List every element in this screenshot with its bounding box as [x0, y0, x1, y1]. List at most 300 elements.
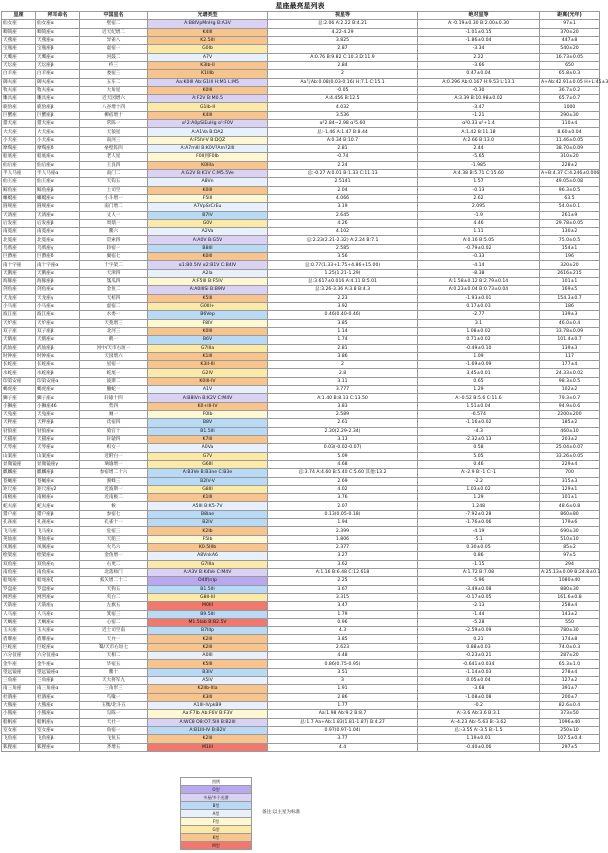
cell-distance: 650 — [540, 61, 600, 69]
legend-item: F型 — [181, 818, 252, 826]
cell-spectral-type: K0IIIa — [148, 161, 268, 169]
table-row — [2, 28, 600, 36]
cell-chinese-name: 王良四 — [80, 161, 148, 169]
cell-absolute-magnitude: A:-0.19±0.30 B:2.00±0.30 — [418, 20, 540, 28]
cell-spectral-type: K3II-III — [148, 361, 268, 369]
cell-distance: 38.70±0.09 — [540, 145, 600, 153]
header-constellation: 星座 — [2, 12, 36, 20]
cell-spectral-type: A2Ia — [148, 269, 268, 277]
cell-distance: 2200±200 — [540, 411, 600, 419]
cell-bayer-name: 麒麟座β — [36, 469, 80, 477]
table-row — [2, 95, 600, 103]
cell-apparent-magnitude: 3.47 — [268, 602, 418, 610]
cell-spectral-type: K1III — [148, 494, 268, 502]
cell-bayer-name: 猎户座β — [36, 510, 80, 518]
cell-distance: 1096±40 — [540, 718, 600, 726]
cell-apparent-magnitude: 0.46(0.40-0.46) — [268, 311, 418, 319]
cell-absolute-magnitude: -4.3 — [418, 427, 540, 435]
cell-bayer-name: 印第安座α — [36, 377, 80, 385]
cell-distance: 550 — [540, 618, 600, 626]
cell-chinese-name: 右更二 — [80, 560, 148, 568]
cell-apparent-magnitude: A:1.40 B:8.13 C:13.50 — [268, 394, 418, 402]
cell-bayer-name: 盾牌座α — [36, 635, 80, 643]
cell-distance: 25.04±0.07 — [540, 444, 600, 452]
cell-absolute-magnitude: 0.30±0.05 — [418, 544, 540, 552]
cell-absolute-magnitude: -5.1 — [418, 535, 540, 543]
cell-spectral-type: A:WC8 O8:O7.5III B:B2III — [148, 718, 268, 726]
cell-absolute-magnitude: -3.66 — [418, 61, 540, 69]
cell-bayer-name: 白羊座α — [36, 70, 80, 78]
table-row — [2, 61, 600, 69]
cell-chinese-name: 十字架二 — [80, 261, 148, 269]
cell-bayer-name: 苍蝇座α — [36, 477, 80, 485]
cell-bayer-name: 蝘蜓座α — [36, 194, 80, 202]
cell-apparent-magnitude: 4.066 — [268, 194, 418, 202]
cell-chinese-name: 河中/天市右垣一 — [80, 344, 148, 352]
cell-constellation: 御夫座 — [2, 78, 36, 86]
cell-distance: 65.3±1.0 — [540, 660, 600, 668]
cell-spectral-type: K0III — [148, 186, 268, 194]
page-title: 星座最亮星列表 — [275, 2, 325, 10]
cell-bayer-name: 宝瓶座β — [36, 45, 80, 53]
cell-absolute-magnitude: 0.05±0.04 — [418, 677, 540, 685]
cell-absolute-magnitude: -2.13 — [418, 602, 540, 610]
cell-spectral-type: M0III — [148, 602, 268, 610]
table-row — [2, 527, 600, 535]
header-bayer-name: 拜耳命名 — [36, 12, 80, 20]
cell-chinese-name: 金鱼二 — [80, 286, 148, 294]
cell-distance: 154±1 — [540, 244, 600, 252]
cell-apparent-magnitude: 2.377 — [268, 544, 418, 552]
cell-spectral-type: G7IIIa — [148, 344, 268, 352]
cell-chinese-name: 杵三 — [80, 61, 148, 69]
cell-distance: 880±30 — [540, 585, 600, 593]
cell-chinese-name: 轩辕十四 — [80, 394, 148, 402]
cell-absolute-magnitude: -1.985 — [418, 161, 540, 169]
cell-absolute-magnitude: 2.44 — [418, 145, 540, 153]
cell-distance: 98.3±0.5 — [540, 377, 600, 385]
cell-bayer-name: 南三角座α — [36, 685, 80, 693]
cell-spectral-type: M1.5Iab B:B2.5V — [148, 618, 268, 626]
table-row — [2, 194, 600, 202]
cell-distance: 65.7±0.7 — [540, 95, 600, 103]
cell-absolute-magnitude: A:0.23±0.04 B:0.73±0.04 — [418, 286, 540, 294]
cell-spectral-type: K2Ib — [148, 527, 268, 535]
cell-constellation: 山案座 — [2, 452, 36, 460]
cell-spectral-type: A8VnkA6 — [148, 552, 268, 560]
cell-absolute-magnitude: A:1.42 B:11.18 — [418, 128, 540, 136]
cell-distance: 8.60±0.04 — [540, 128, 600, 136]
cell-spectral-type: K2III — [148, 735, 268, 743]
cell-absolute-magnitude: -1.86±0.04 — [418, 36, 540, 44]
cell-spectral-type: F0Ib — [148, 411, 268, 419]
cell-apparent-magnitude: 5.09 — [268, 452, 418, 460]
cell-absolute-magnitude: -5.28 — [418, 618, 540, 626]
cell-spectral-type: A0Va — [148, 444, 268, 452]
cell-chinese-name: 三角形三 — [80, 685, 148, 693]
cell-spectral-type: K0+III-IV — [148, 402, 268, 410]
cell-bayer-name: 六分仪座α — [36, 652, 80, 660]
cell-constellation: 船底座 — [2, 153, 36, 161]
cell-constellation: 天琴座 — [2, 444, 36, 452]
cell-constellation: 天燕座 — [2, 36, 36, 44]
cell-apparent-magnitude: 3.777 — [268, 386, 418, 394]
cell-apparent-magnitude: Aa与Ab:0.08(0.03-0.16) H:7.1 C:15.1 — [268, 78, 418, 86]
table-row — [2, 685, 600, 693]
cell-chinese-name: 近土司空南 — [80, 627, 148, 635]
cell-absolute-magnitude: A:1.72 B:7.08 — [418, 568, 540, 576]
cell-bayer-name: 天猫座α — [36, 435, 80, 443]
cell-apparent-magnitude: 2.623 — [268, 643, 418, 651]
cell-distance: 540±20 — [540, 45, 600, 53]
cell-bayer-name: 唧筒座α — [36, 28, 80, 36]
cell-bayer-name: 显微镜座γ — [36, 460, 80, 468]
cell-bayer-name: 孔雀座α — [36, 519, 80, 527]
cell-chinese-name: 毕宿五 — [80, 660, 148, 668]
cell-spectral-type: K1IIIb — [148, 70, 268, 78]
table-row — [2, 344, 600, 352]
table-row — [2, 726, 600, 734]
cell-distance: 96.3±0.5 — [540, 186, 600, 194]
cell-distance: 460±10 — [540, 427, 600, 435]
cell-chinese-name: 飞鱼五 — [80, 735, 148, 743]
header-spectral-type: 光谱类型 — [148, 12, 268, 20]
table-row — [2, 444, 600, 452]
cell-constellation: 巨蛇座 — [2, 643, 36, 651]
table-row — [2, 701, 600, 709]
cell-spectral-type: A1V — [148, 386, 268, 394]
cell-absolute-magnitude: 0.17±0.03 — [418, 302, 540, 310]
cell-apparent-magnitude: 3.76 — [268, 494, 418, 502]
cell-absolute-magnitude: 0.71±0.02 — [418, 336, 540, 344]
cell-bayer-name: 剑鱼座α — [36, 286, 80, 294]
cell-absolute-magnitude: A:-3.6 Ab:3.6 B:3.1 — [418, 710, 540, 718]
cell-constellation: 天猫座 — [2, 435, 36, 443]
cell-distance: 75.0±0.5 — [540, 236, 600, 244]
cell-distance: 102±2 — [540, 386, 600, 394]
cell-chinese-name: 波斯二 — [80, 377, 148, 385]
cell-absolute-magnitude: A:0.296 Ab:0.167 H:9.53 L:13.1 — [418, 78, 540, 86]
table-row — [2, 510, 600, 518]
cell-absolute-magnitude: -0.30 — [418, 86, 540, 94]
cell-spectral-type: G6III — [148, 460, 268, 468]
cell-bayer-name: 圆规座α — [36, 203, 80, 211]
cell-apparent-magnitude: 0.96 — [268, 618, 418, 626]
cell-distance: A+Ab:42.91±0.05 H+L:45±3 — [541, 79, 608, 85]
cell-apparent-magnitude: 2.69 — [268, 477, 418, 485]
table-row — [2, 327, 600, 335]
legend-item: G型 — [181, 826, 252, 834]
cell-apparent-magnitude: 2.87 — [268, 45, 418, 53]
cell-constellation: 天蝎座 — [2, 618, 36, 626]
cell-absolute-magnitude: 0.46 — [418, 460, 540, 468]
cell-absolute-magnitude: 2.62 — [418, 194, 540, 202]
cell-constellation: 罗盘座 — [2, 585, 36, 593]
cell-apparent-magnitude: -0.05 — [268, 86, 418, 94]
cell-absolute-magnitude: -0.13 — [418, 186, 540, 194]
table-row — [2, 419, 600, 427]
cell-bayer-name: 乌鸦座γ — [36, 244, 80, 252]
cell-absolute-magnitude: -8.38 — [418, 269, 540, 277]
cell-apparent-magnitude: 2.645 — [268, 211, 418, 219]
cell-apparent-magnitude: 3.19 — [268, 203, 418, 211]
table-row — [2, 352, 600, 360]
cell-spectral-type: K2IIb-IIIa — [148, 685, 268, 693]
cell-chinese-name: 鸟喙一 — [80, 693, 148, 701]
cell-spectral-type: A:F2V B:M0.5 — [148, 95, 268, 103]
cell-constellation: 蛇夫座 — [2, 502, 36, 510]
cell-apparent-magnitude: 1.77 — [268, 701, 418, 709]
cell-constellation: 三角座 — [2, 677, 36, 685]
table-row — [2, 319, 600, 327]
cell-constellation: 南三角座 — [2, 685, 36, 693]
cell-apparent-magnitude: 1.25(1.21-1.29) — [268, 269, 418, 277]
cell-bayer-name: 海豚座β — [36, 278, 80, 286]
cell-chinese-name: 骑官十 — [80, 427, 148, 435]
cell-chinese-name: 轩辕四 — [80, 435, 148, 443]
cell-bayer-name: 南极座ν — [36, 494, 80, 502]
cell-constellation: 天兔座 — [2, 411, 36, 419]
cell-constellation: 乌鸦座 — [2, 244, 36, 252]
cell-distance: 143±2 — [540, 610, 600, 618]
cell-bayer-name: 长蛇座α — [36, 361, 80, 369]
cell-absolute-magnitude: 3.45±0.01 — [418, 369, 540, 377]
cell-chinese-name: 织女一 — [80, 444, 148, 452]
cell-constellation: 牧夫座 — [2, 86, 36, 94]
cell-absolute-magnitude: α²0.33 α¹+1.4 — [418, 120, 540, 128]
cell-spectral-type: α1:B0.5IV α2:B1V C:B4IV — [148, 261, 268, 269]
cell-distance: 860±80 — [540, 510, 600, 518]
table-row — [2, 693, 600, 701]
cell-spectral-type: G8II-III — [148, 593, 268, 601]
cell-spectral-type: A7VpSrCrEu — [148, 203, 268, 211]
cell-absolute-magnitude: 1.03±0.02 — [418, 485, 540, 493]
legend-item: 多星/多个光谱 — [181, 794, 252, 802]
cell-absolute-magnitude: 1.29 — [418, 494, 540, 502]
cell-absolute-magnitude: -1.15 — [418, 560, 540, 568]
cell-absolute-magnitude: 3.1 — [418, 319, 540, 327]
cell-constellation: 小马座 — [2, 302, 36, 310]
legend-item: K型 — [181, 834, 252, 842]
table-row — [2, 552, 600, 560]
cell-apparent-magnitude: 3.85 — [268, 319, 418, 327]
cell-constellation: 宝瓶座 — [2, 45, 36, 53]
cell-chinese-name: 璃瑜增一 — [80, 460, 148, 468]
cell-bayer-name: 仙女座α — [36, 20, 80, 28]
cell-constellation: 水蛇座 — [2, 369, 36, 377]
table-row — [2, 544, 600, 552]
cell-spectral-type: B7IIIp — [148, 627, 268, 635]
cell-chinese-name: 弧矢增二十二 — [80, 577, 148, 585]
table-row — [2, 36, 600, 44]
cell-constellation: 苍蝇座 — [2, 477, 36, 485]
cell-absolute-magnitude: -1.01±0.15 — [418, 28, 540, 36]
cell-spectral-type: A5IV — [148, 677, 268, 685]
cell-constellation: 盾牌座 — [2, 635, 36, 643]
cell-spectral-type: B6V — [148, 336, 268, 344]
cell-distance: 370±20 — [540, 28, 600, 36]
table-row — [2, 311, 600, 319]
cell-apparent-magnitude: 3.11 — [268, 377, 418, 385]
table-body — [2, 20, 608, 752]
cell-constellation: 天鹅座 — [2, 269, 36, 277]
cell-distance: 1000 — [540, 103, 600, 111]
cell-chinese-name: 金鱼增一 — [80, 552, 148, 560]
header-apparent-magnitude: 视星等 — [268, 12, 418, 20]
cell-distance: 74.0±0.3 — [540, 643, 600, 651]
cell-apparent-magnitude: 2.585 — [268, 244, 418, 252]
table-row — [2, 377, 600, 385]
cell-constellation: 时钟座 — [2, 352, 36, 360]
cell-chinese-name: 危宿三 — [80, 527, 148, 535]
cell-absolute-magnitude: -5.96 — [418, 577, 540, 585]
cell-distance: 101.4±0.7 — [540, 336, 600, 344]
cell-constellation: 北冕座 — [2, 236, 36, 244]
cell-constellation: 蝎虎座 — [2, 386, 36, 394]
cell-constellation: 小犬座 — [2, 136, 36, 144]
cell-apparent-magnitude: 2.8 — [268, 369, 418, 377]
cell-spectral-type: K3III — [148, 693, 268, 701]
cell-apparent-magnitude: 2.23 — [268, 294, 418, 302]
cell-constellation: 绘架座 — [2, 552, 36, 560]
cell-chinese-name: 南门二 — [80, 169, 148, 177]
cell-chinese-name: 角宿一 — [80, 726, 148, 734]
cell-chinese-name: 参宿七 — [80, 510, 148, 518]
cell-apparent-magnitude: 3 — [268, 677, 418, 685]
cell-absolute-magnitude: -2.32±0.13 — [418, 435, 540, 443]
cell-absolute-magnitude: A:0.16 B:5.05 — [418, 236, 540, 244]
cell-distance: 24.33±0.02 — [540, 369, 600, 377]
cell-bayer-name: 金牛座α — [36, 660, 80, 668]
cell-distance: 169±5 — [540, 286, 600, 294]
cell-chinese-name: 南门增二 — [80, 203, 148, 211]
cell-distance: 127±2 — [540, 677, 600, 685]
cell-apparent-magnitude: 总:3.74 A:4.60 B:5.40 C:5.60 其他:13.2 — [268, 469, 418, 477]
cell-distance: 110±4 — [540, 120, 600, 128]
cell-chinese-name: 八谷增十四 — [80, 103, 148, 111]
cell-spectral-type: K0III — [148, 327, 268, 335]
table-row — [2, 593, 600, 601]
cell-bayer-name: 网罟座α — [36, 593, 80, 601]
cell-bayer-name: 双子座β — [36, 327, 80, 335]
cell-chinese-name: 天园增六 — [80, 352, 148, 360]
cell-distance: 101±1 — [540, 278, 600, 286]
cell-apparent-magnitude: 1.79 — [268, 610, 418, 618]
cell-bayer-name: 巨蟹座β — [36, 111, 80, 119]
cell-absolute-magnitude: A:4.38 B:5.71 C:15.60 — [418, 169, 540, 177]
cell-distance: 203±2 — [540, 435, 600, 443]
cell-chinese-name: 齐增五 — [80, 743, 148, 751]
cell-chinese-name: 心宿二 — [80, 618, 148, 626]
cell-constellation: 豺狼座 — [2, 427, 36, 435]
cell-chinese-name: 五车二 — [80, 78, 148, 86]
cell-spectral-type: G2IV — [148, 369, 268, 377]
cell-bayer-name: 南冕座α — [36, 228, 80, 236]
cell-absolute-magnitude: -1.69±0.09 — [418, 361, 540, 369]
cell-absolute-magnitude: -0.33 — [418, 253, 540, 261]
cell-bayer-name: 猎犬座α — [36, 120, 80, 128]
cell-chinese-name: 虚宿一 — [80, 45, 148, 53]
cell-apparent-magnitude: 3.536 — [268, 111, 418, 119]
table-row — [2, 427, 600, 435]
cell-spectral-type: A:B3Ve B:B3ne C:B3e — [148, 469, 268, 477]
table-row — [2, 494, 600, 502]
cell-chinese-name: 天苑增三 — [80, 319, 148, 327]
cell-chinese-name: 土司空 — [80, 186, 148, 194]
cell-constellation: 鲸鱼座 — [2, 186, 36, 194]
cell-apparent-magnitude: 0.86(0.75-0.95) — [268, 660, 418, 668]
cell-constellation: 海豚座 — [2, 278, 36, 286]
cell-bayer-name: 天兔座α — [36, 411, 80, 419]
cell-absolute-magnitude: -0.79±0.02 — [418, 244, 540, 252]
cell-absolute-magnitude: A:-4.23 Ab:-5.63 B:-3.62 — [418, 718, 540, 726]
cell-chinese-name: 箕宿三 — [80, 610, 148, 618]
cell-constellation: 仙女座 — [2, 20, 36, 28]
cell-apparent-magnitude: 4.3 — [268, 627, 418, 635]
cell-apparent-magnitude: 2.04 — [268, 186, 418, 194]
cell-spectral-type: K0.5IIIb — [148, 544, 268, 552]
cell-apparent-magnitude: 2.84 — [268, 61, 418, 69]
cell-absolute-magnitude: -0.23±0.21 — [418, 652, 540, 660]
cell-spectral-type: F5Ib — [148, 535, 268, 543]
cell-absolute-magnitude: -4.14 — [418, 261, 540, 269]
cell-constellation: 南鱼座 — [2, 568, 36, 576]
cell-bayer-name: 大熊座ε — [36, 701, 80, 709]
cell-constellation: 猎犬座 — [2, 120, 36, 128]
cell-apparent-magnitude: 总:3.26-3.36 A:3.8 B:4.3 — [268, 286, 418, 294]
cell-distance: 174±8 — [540, 635, 600, 643]
table-row — [2, 535, 600, 543]
cell-absolute-magnitude: -1.16±0.02 — [418, 419, 540, 427]
table-row — [2, 294, 600, 302]
cell-distance: 290±30 — [540, 111, 600, 119]
table-row — [2, 361, 600, 369]
cell-chinese-name: 蛇尾一 — [80, 369, 148, 377]
cell-chinese-name: 近附白一 — [80, 452, 148, 460]
cell-constellation: 金牛座 — [2, 660, 36, 668]
cell-apparent-magnitude: 2.07 — [268, 502, 418, 510]
cell-constellation: 人马座 — [2, 610, 36, 618]
cell-chinese-name: 势四 — [80, 402, 148, 410]
cell-apparent-magnitude: 4.4 — [268, 743, 418, 751]
cell-chinese-name: 北河三 — [80, 327, 148, 335]
cell-bayer-name: 室女座α — [36, 726, 80, 734]
cell-distance: A+B:4.37 C:4.246±0.006 — [541, 171, 600, 177]
cell-chinese-name: 玉衡/北斗五 — [80, 701, 148, 709]
cell-absolute-magnitude: -6.574 — [418, 411, 540, 419]
table-row — [2, 136, 600, 144]
cell-chinese-name: 近波斯一 — [80, 485, 148, 493]
cell-bayer-name: 三角座β — [36, 677, 80, 685]
cell-chinese-name: 近天纪增二 — [80, 28, 148, 36]
cell-spectral-type: G1Ib-II — [148, 103, 268, 111]
table-row — [2, 519, 600, 527]
cell-bayer-name: 南鱼座α — [36, 568, 80, 576]
cell-spectral-type: B1.5III — [148, 585, 268, 593]
table-row — [2, 660, 600, 668]
cell-constellation: 圆规座 — [2, 203, 36, 211]
cell-spectral-type: A7V — [148, 53, 268, 61]
cell-distance: 139±3 — [540, 344, 600, 352]
cell-chinese-name: 壁宿二 — [80, 20, 148, 28]
cell-constellation: 狮子座 — [2, 394, 36, 402]
cell-bayer-name: 船底座α — [36, 153, 80, 161]
cell-constellation: 天鹤座 — [2, 336, 36, 344]
cell-spectral-type: G0V — [148, 219, 268, 227]
table-row — [2, 411, 600, 419]
cell-chinese-name: 天棓四 — [80, 294, 148, 302]
table-row — [2, 186, 600, 194]
